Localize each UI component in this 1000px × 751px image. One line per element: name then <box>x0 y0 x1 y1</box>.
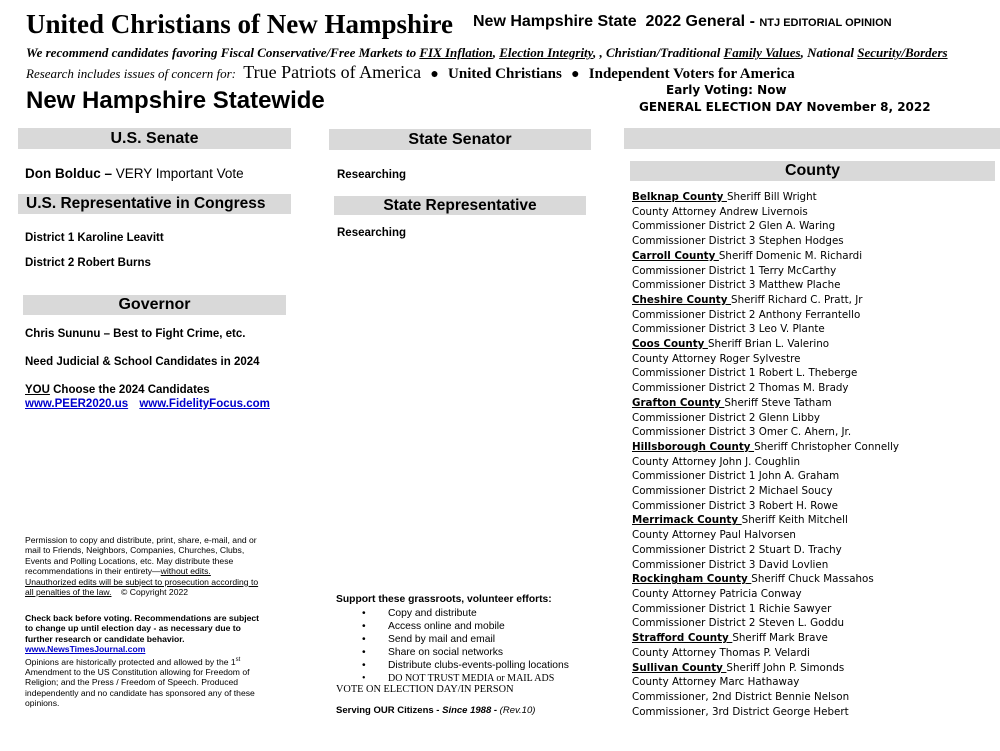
county-candidate: Commissioner District 3 Robert H. Rowe <box>632 499 839 512</box>
congress-header: U.S. Representative in Congress <box>18 194 291 214</box>
county-candidate: Commissioner District 3 Omer C. Ahern, Jr. <box>632 426 852 439</box>
county-candidate: Commissioner District 1 Terry McCarthy <box>632 264 837 277</box>
penalties-text: all penalties of the law. <box>25 587 112 598</box>
county-line <box>632 469 992 484</box>
group-true-patriots: True Patriots of America <box>243 62 422 82</box>
county-candidate: Commissioner District 2 Anthony Ferrantello <box>632 308 861 321</box>
editorial-label: NTJ EDITORIAL OPINION <box>759 17 892 29</box>
county-candidate: County Attorney Marc Hathaway <box>632 676 800 689</box>
county-line <box>632 587 992 602</box>
county-line <box>632 264 992 279</box>
county-line <box>632 513 992 528</box>
county-line <box>632 293 992 308</box>
county-candidate: Sheriff Bill Wright <box>726 191 817 203</box>
state-rep-header: State Representative <box>334 196 586 215</box>
early-voting: Early Voting: Now <box>666 83 787 97</box>
county-line <box>632 499 992 514</box>
superscript-st: st <box>235 656 241 663</box>
check-back-notice <box>25 613 259 709</box>
county-candidate: Commissioner District 3 David Lovlien <box>632 558 829 571</box>
county-name: Coos County <box>632 338 708 351</box>
security-borders-text: Security/Borders <box>857 45 948 60</box>
county-candidates-list <box>632 190 992 719</box>
vote-line: VOTE ON ELECTION DAY/IN PERSON <box>336 684 514 695</box>
county-name: Strafford County <box>632 632 733 645</box>
county-line <box>632 411 992 426</box>
county-line <box>632 322 992 337</box>
county-line <box>632 705 992 720</box>
county-candidate: Commissioner District 2 Steven L. Goddu <box>632 617 845 630</box>
you-text: YOU <box>25 384 50 396</box>
opinion-line <box>25 655 259 667</box>
state-senator-status: Researching <box>337 169 407 181</box>
district-1: District 1 Karoline Leavitt <box>25 232 164 244</box>
county-candidate: Commissioner District 1 Richie Sawyer <box>632 602 832 615</box>
county-candidate: County Attorney Roger Sylvestre <box>632 352 801 365</box>
statewide-title: New Hampshire Statewide <box>26 87 325 114</box>
fix-inflation-text: FIX Inflation <box>419 45 493 60</box>
permission-line: Permission to copy and distribute, print, share, e-mail, and or <box>25 535 257 545</box>
governor-header: Governor <box>23 295 286 315</box>
election-integrity-text: Election Integrity <box>499 45 593 60</box>
check-line: to change up until election day - as necessary due to <box>25 623 241 634</box>
county-name: Sullivan County <box>632 661 727 674</box>
district-2: District 2 Robert Burns <box>25 257 151 269</box>
county-candidate: Sheriff Christopher Connelly <box>754 440 900 453</box>
right-top-bar <box>624 128 1000 149</box>
county-candidate: Sheriff Steve Tatham <box>724 396 832 409</box>
state-name: New Hampshire State <box>473 13 637 30</box>
serving-line <box>336 705 535 716</box>
county-line <box>632 366 992 381</box>
peer2020-link[interactable]: www.PEER2020.us <box>25 398 129 410</box>
permission-text: Events and Polling Locations, etc. May distribute these <box>25 555 234 566</box>
permission-text: recommendations in their entirety— <box>25 566 161 577</box>
opinion-line: Religion; and the Press / Freedom of Speech. Produced <box>25 677 239 688</box>
county-candidate: Commissioner District 2 Stuart D. Trachy <box>632 543 842 556</box>
county-candidate: Sheriff Domenic M. Richardi <box>718 249 863 262</box>
county-candidate: Sheriff Mark Brave <box>732 632 828 645</box>
county-line <box>632 381 992 396</box>
county-header: County <box>630 161 995 181</box>
senate-header: U.S. Senate <box>18 128 291 149</box>
serving-text: Serving OUR Citizens - <box>336 705 440 716</box>
effort-item: • Distribute clubs-events-polling locations <box>340 659 569 672</box>
election-day: GENERAL ELECTION DAY November 8, 2022 <box>639 100 931 114</box>
county-line <box>632 440 992 455</box>
county-candidate: Commissioner District 1 John A. Graham <box>632 470 840 483</box>
fidelityfocus-link[interactable]: www.FidelityFocus.com <box>139 398 270 410</box>
research-label: Research includes issues of concern for: <box>26 66 236 81</box>
support-header: Support these grassroots, volunteer efforts: <box>336 594 552 605</box>
county-line <box>632 528 992 543</box>
state-rep-status: Researching <box>337 227 407 239</box>
county-candidate: Commissioner District 2 Michael Soucy <box>632 485 833 498</box>
county-name: Grafton County <box>632 396 725 409</box>
county-name: Hillsborough County <box>632 440 755 453</box>
county-candidate: Sheriff John P. Simonds <box>726 661 845 674</box>
bullet-separator: ● <box>571 67 580 82</box>
opinion-text: Opinions are historically protected and allowed by the 1 <box>25 656 236 667</box>
county-name: Cheshire County <box>632 293 732 306</box>
recommend-line: We recommend candidates favoring Fiscal Conservative/Free Markets to FIX Inflation, Election Integrity, , Christian/Traditional Family Values, National Security/Borders <box>26 45 948 60</box>
county-candidate: County Attorney Andrew Livernois <box>632 205 808 218</box>
senate-note: VERY Important Vote <box>115 166 244 181</box>
county-candidate: Commissioner District 3 Leo V. Plante <box>632 323 825 336</box>
county-candidate: Sheriff Keith Mitchell <box>741 514 848 527</box>
county-line <box>632 234 992 249</box>
senate-candidate <box>25 166 244 181</box>
county-line <box>632 675 992 690</box>
opinion-line: opinions. <box>25 698 60 709</box>
county-line <box>632 219 992 234</box>
county-name: Belknap County <box>632 191 727 203</box>
permission-line: mail to Friends, Neighbors, Companies, Churches, Clubs, <box>25 545 245 556</box>
county-candidate: Commissioner District 3 Matthew Plache <box>632 279 841 292</box>
group-united-christians: United Christians <box>448 66 562 82</box>
county-line <box>632 543 992 558</box>
efforts-list <box>340 607 569 685</box>
research-line <box>26 62 795 83</box>
choose-line <box>25 384 210 396</box>
county-line <box>632 661 992 676</box>
county-line <box>632 278 992 293</box>
county-candidate: Commissioner, 3rd District George Hebert <box>632 705 849 718</box>
county-candidate: Commissioner District 1 Robert L. Theberge <box>632 367 858 380</box>
effort-item: • Access online and mobile <box>340 620 569 633</box>
county-line <box>632 690 992 705</box>
county-candidate: Sheriff Richard C. Pratt, Jr <box>731 293 863 306</box>
senate-candidate-name: Don Bolduc – <box>25 166 112 181</box>
county-candidate: County Attorney John J. Coughlin <box>632 455 801 468</box>
state-label <box>473 13 892 31</box>
county-candidate: Commissioner District 2 Glen A. Waring <box>632 220 836 233</box>
effort-item: • Send by mail and email <box>340 633 569 646</box>
county-name: Rockingham County <box>632 573 752 586</box>
county-line <box>632 455 992 470</box>
county-line <box>632 646 992 661</box>
county-candidate: County Attorney Thomas P. Velardi <box>632 646 810 659</box>
county-candidate: Commissioner District 2 Thomas M. Brady <box>632 382 849 395</box>
recommend-prefix: We recommend candidates favoring Fiscal Conservative/Free Markets to <box>26 45 417 60</box>
org-title: United Christians of New Hampshire <box>26 9 454 39</box>
county-name: Carroll County <box>632 249 719 262</box>
county-line <box>632 484 992 499</box>
county-candidate: County Attorney Patricia Conway <box>632 587 802 600</box>
county-name: Merrimack County <box>632 514 742 527</box>
bullet-separator: ● <box>430 67 439 82</box>
permission-line: Unauthorized edits will be subject to prosecution according to <box>25 576 259 587</box>
county-candidate: County Attorney Paul Halvorsen <box>632 529 796 542</box>
governor-candidate: Chris Sununu – Best to Fight Crime, etc. <box>25 328 246 340</box>
county-line <box>632 352 992 367</box>
permission-notice <box>25 535 258 597</box>
effort-item: • Share on social networks <box>340 646 569 659</box>
family-values-text: Family Values <box>723 45 801 60</box>
opinion-line: Amendment to the US Constitution allowing for Freedom of <box>25 666 250 677</box>
county-line <box>632 337 992 352</box>
group-independent-voters: Independent Voters for America <box>588 66 795 82</box>
county-candidate: Commissioner District 2 Glenn Libby <box>632 411 821 424</box>
county-line <box>632 425 992 440</box>
county-candidate: Sheriff Brian L. Valerino <box>707 338 830 351</box>
check-line: Check back before voting. Recommendations are subject <box>25 613 260 623</box>
county-line <box>632 190 992 205</box>
state-senator-header: State Senator <box>329 129 591 150</box>
effort-item: • Copy and distribute <box>340 607 569 620</box>
check-line: further research or candidate behavior. <box>25 633 185 644</box>
county-line <box>632 396 992 411</box>
permission-line <box>25 556 258 566</box>
county-line <box>632 558 992 573</box>
county-candidate: Commissioner District 3 Stephen Hodges <box>632 235 844 248</box>
county-candidate: Sheriff Chuck Massahos <box>751 573 874 586</box>
county-line <box>632 308 992 323</box>
revision-text: (Rev.10) <box>499 705 536 716</box>
county-line <box>632 631 992 646</box>
county-line <box>632 249 992 264</box>
without-edits-text: without edits. <box>160 566 211 577</box>
newstimesjournal-link[interactable]: www.NewsTimesJournal.com <box>25 644 146 655</box>
judicial-note: Need Judicial & School Candidates in 2024 <box>25 356 260 368</box>
county-line <box>632 602 992 617</box>
county-line <box>632 205 992 220</box>
recommend-national: , National <box>800 45 855 60</box>
permission-line <box>25 566 258 576</box>
choose-text: Choose the 2024 Candidates <box>49 384 210 396</box>
election-year: 2022 General - <box>645 13 755 30</box>
since-text: Since 1988 - <box>442 705 498 716</box>
opinion-line: independently and no candidate has sponsored any of these <box>25 687 255 698</box>
permission-line <box>25 587 258 597</box>
county-line <box>632 616 992 631</box>
effort-item: • DO NOT TRUST MEDIA or MAIL ADS <box>340 672 569 685</box>
links-line <box>25 398 270 410</box>
recommend-mid: , , Christian/Traditional <box>592 45 721 60</box>
county-line <box>632 572 992 587</box>
county-candidate: Commissioner, 2nd District Bennie Nelson <box>632 690 850 703</box>
copyright-text: © Copyright 2022 <box>121 587 189 598</box>
